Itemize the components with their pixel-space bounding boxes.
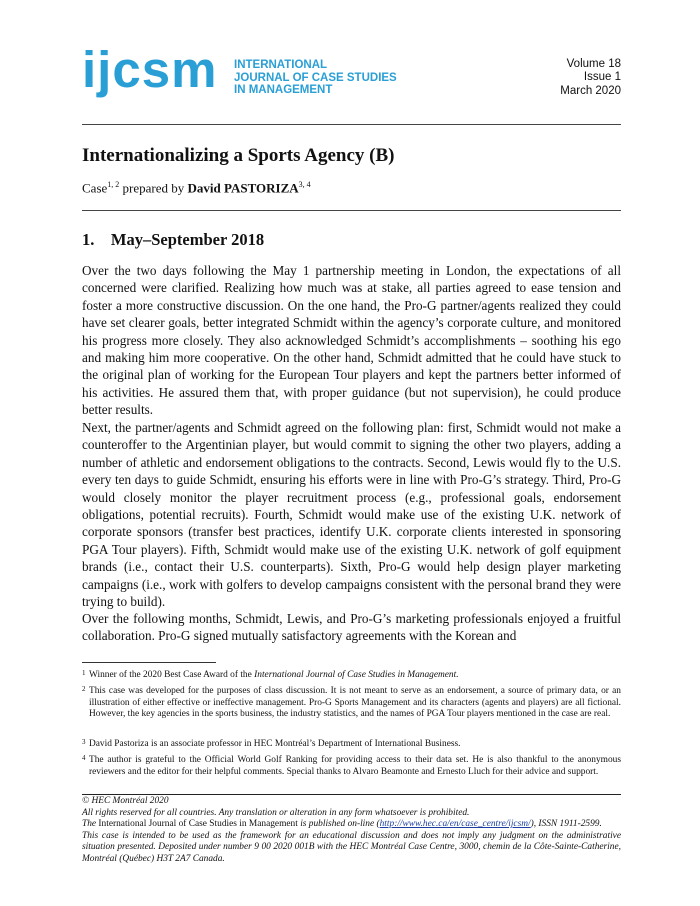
journal-name: International Journal of Case Studies in Management [98,819,298,830]
issue: Issue 1 [583,71,621,84]
issue-date: March 2020 [560,84,621,97]
footnote-text: This case was developed for the purposes of class discussion. It is not meant to serve as an endorsement, a source of primary data, or an illustration of either effective or ineffective management. Pro-G Sports Management and its characters (agents and players) are all fictional. However, the key agencies in the sports business, the industry statistics, and the names of PGA Tour players mentioned in the case are real. [89,686,621,720]
publication-info: The International Journal of Case Studies in Management is published on-line (http://www.hec.ca/en/case_centre/ijcsm/), ISSN 1911-2599. [82,819,602,830]
footnote-number: 3 [82,738,86,746]
paragraph: Next, the partner/agents and Schmidt agreed on the following plan: first, Schmidt would not make a counteroffer to the Argentinian player, but would commit to signing the other two players, adding a number of athletic and endorsement obligations to the contracts. Second, Lewis would fly to the U.S. every ten days to guide Schmidt, ensuring his efforts were in line with Pro-G’s strategy. Third, Pro-G would closely monitor the player recruitment process (e.g., professional goals, endorsement obligations, potential recruits). Fourth, Schmidt would make use of the existing U.K. network of corporate sponsors (transfer best practices, identify U.K. corporate clients interested in sponsoring PGA Tour players). Fifth, Schmidt would make use of the existing U.K. network of golf equipment brands (i.e., contact their U.S. counterparts). Sixth, Pro-G would help design player marketing campaigns (i.e., work with golfers to develop campaigns consistent with the personal brand they were trying to build). [82,420,621,610]
section-heading: 1. May–September 2018 [82,230,265,249]
footnote [82,739,621,751]
logo-line: INTERNATIONAL [234,59,328,71]
prepared-by: prepared by [119,180,188,196]
footnote-journal-name: International Journal of Case Studies in Management. [254,670,459,680]
footnote-text: The author is grateful to the Official World Golf Ranking for providing access to their data set. He is also thankful to the anonymous reviewers and the editor for their helpful comments. Special thanks to Alvaro Beamonte and Ernesto Lluch for their advice and support. [89,755,621,777]
footnote-number: 2 [82,685,86,693]
logo-line: JOURNAL OF CASE STUDIES [234,71,397,84]
author-footnote-refs: 3, 4 [298,180,311,189]
rights-notice: All rights reserved for all countries. Any translation or alteration in any form whatsoever is prohibited. [82,807,470,818]
journal-logo [82,41,397,114]
case-footnote-refs: 1, 2 [107,180,120,189]
title-divider [82,210,621,211]
volume: Volume 18 [566,58,621,70]
footnote [82,755,621,778]
footnote-text: Winner of the 2020 Best Case Award of the [89,670,255,680]
footnote-number: 4 [82,754,86,762]
paragraph: Over the following months, Schmidt, Lewis, and Pro-G’s marketing professionals enjoyed a fruitful collaboration. Pro-G signed mutually satisfactory agreements with the Korean and [82,611,621,644]
footer-divider [82,794,621,795]
footnote [82,670,621,682]
issue-info [560,58,621,98]
footnote-number: 1 [82,669,86,677]
logo-journal-name [234,59,397,97]
header-divider [82,124,621,125]
footer [82,796,621,866]
usage-notice: This case is intended to be used as the framework for an educational discussion and does not imply any judgment on the administrative situation presented. Deposited under number 9 00 2020 001B with the HEC Montréal Case Centre, 3000, chemin de la Côte-Sainte-Catherine, Montréal (Québec) H3T 2A7 Canada. [82,830,621,864]
author-name: David PASTORIZA [187,180,299,196]
footnote-text: David Pastoriza is an associate professor in HEC Montréal’s Department of International Business. [89,739,461,749]
page-title: Internationalizing a Sports Agency (B) [82,145,395,166]
footnote-divider [82,662,216,663]
journal-link[interactable]: http://www.hec.ca/en/case_centre/ijcsm/ [379,819,531,830]
logo-line: IN MANAGEMENT [234,84,333,96]
case-label: Case [82,180,108,196]
copyright: © HEC Montréal 2020 [82,796,169,806]
logo-wordmark: ijcsm [82,41,218,98]
footnote [82,686,621,721]
byline [82,180,311,196]
paragraph: Over the two days following the May 1 partnership meeting in London, the expectations of all concerned were clarified. Realizing how much was at stake, all parties agreed to ease tension and foster a more constructive discussion. On the one hand, the Pro-G partner/agents realized they could have set clearer goals, better integrated Schmidt within the agency’s corporate culture, and monitored his progress more closely. They also acknowledged Schmidt’s accomplishments – soothing his ego and making him more cooperative. On the other hand, Schmidt admitted that he could have stuck to the original plan of working for the European Tour players and kept the partners better informed of his activities. He assured them that, with proper guidance (but not supervision), he could produce better results. [82,263,621,418]
